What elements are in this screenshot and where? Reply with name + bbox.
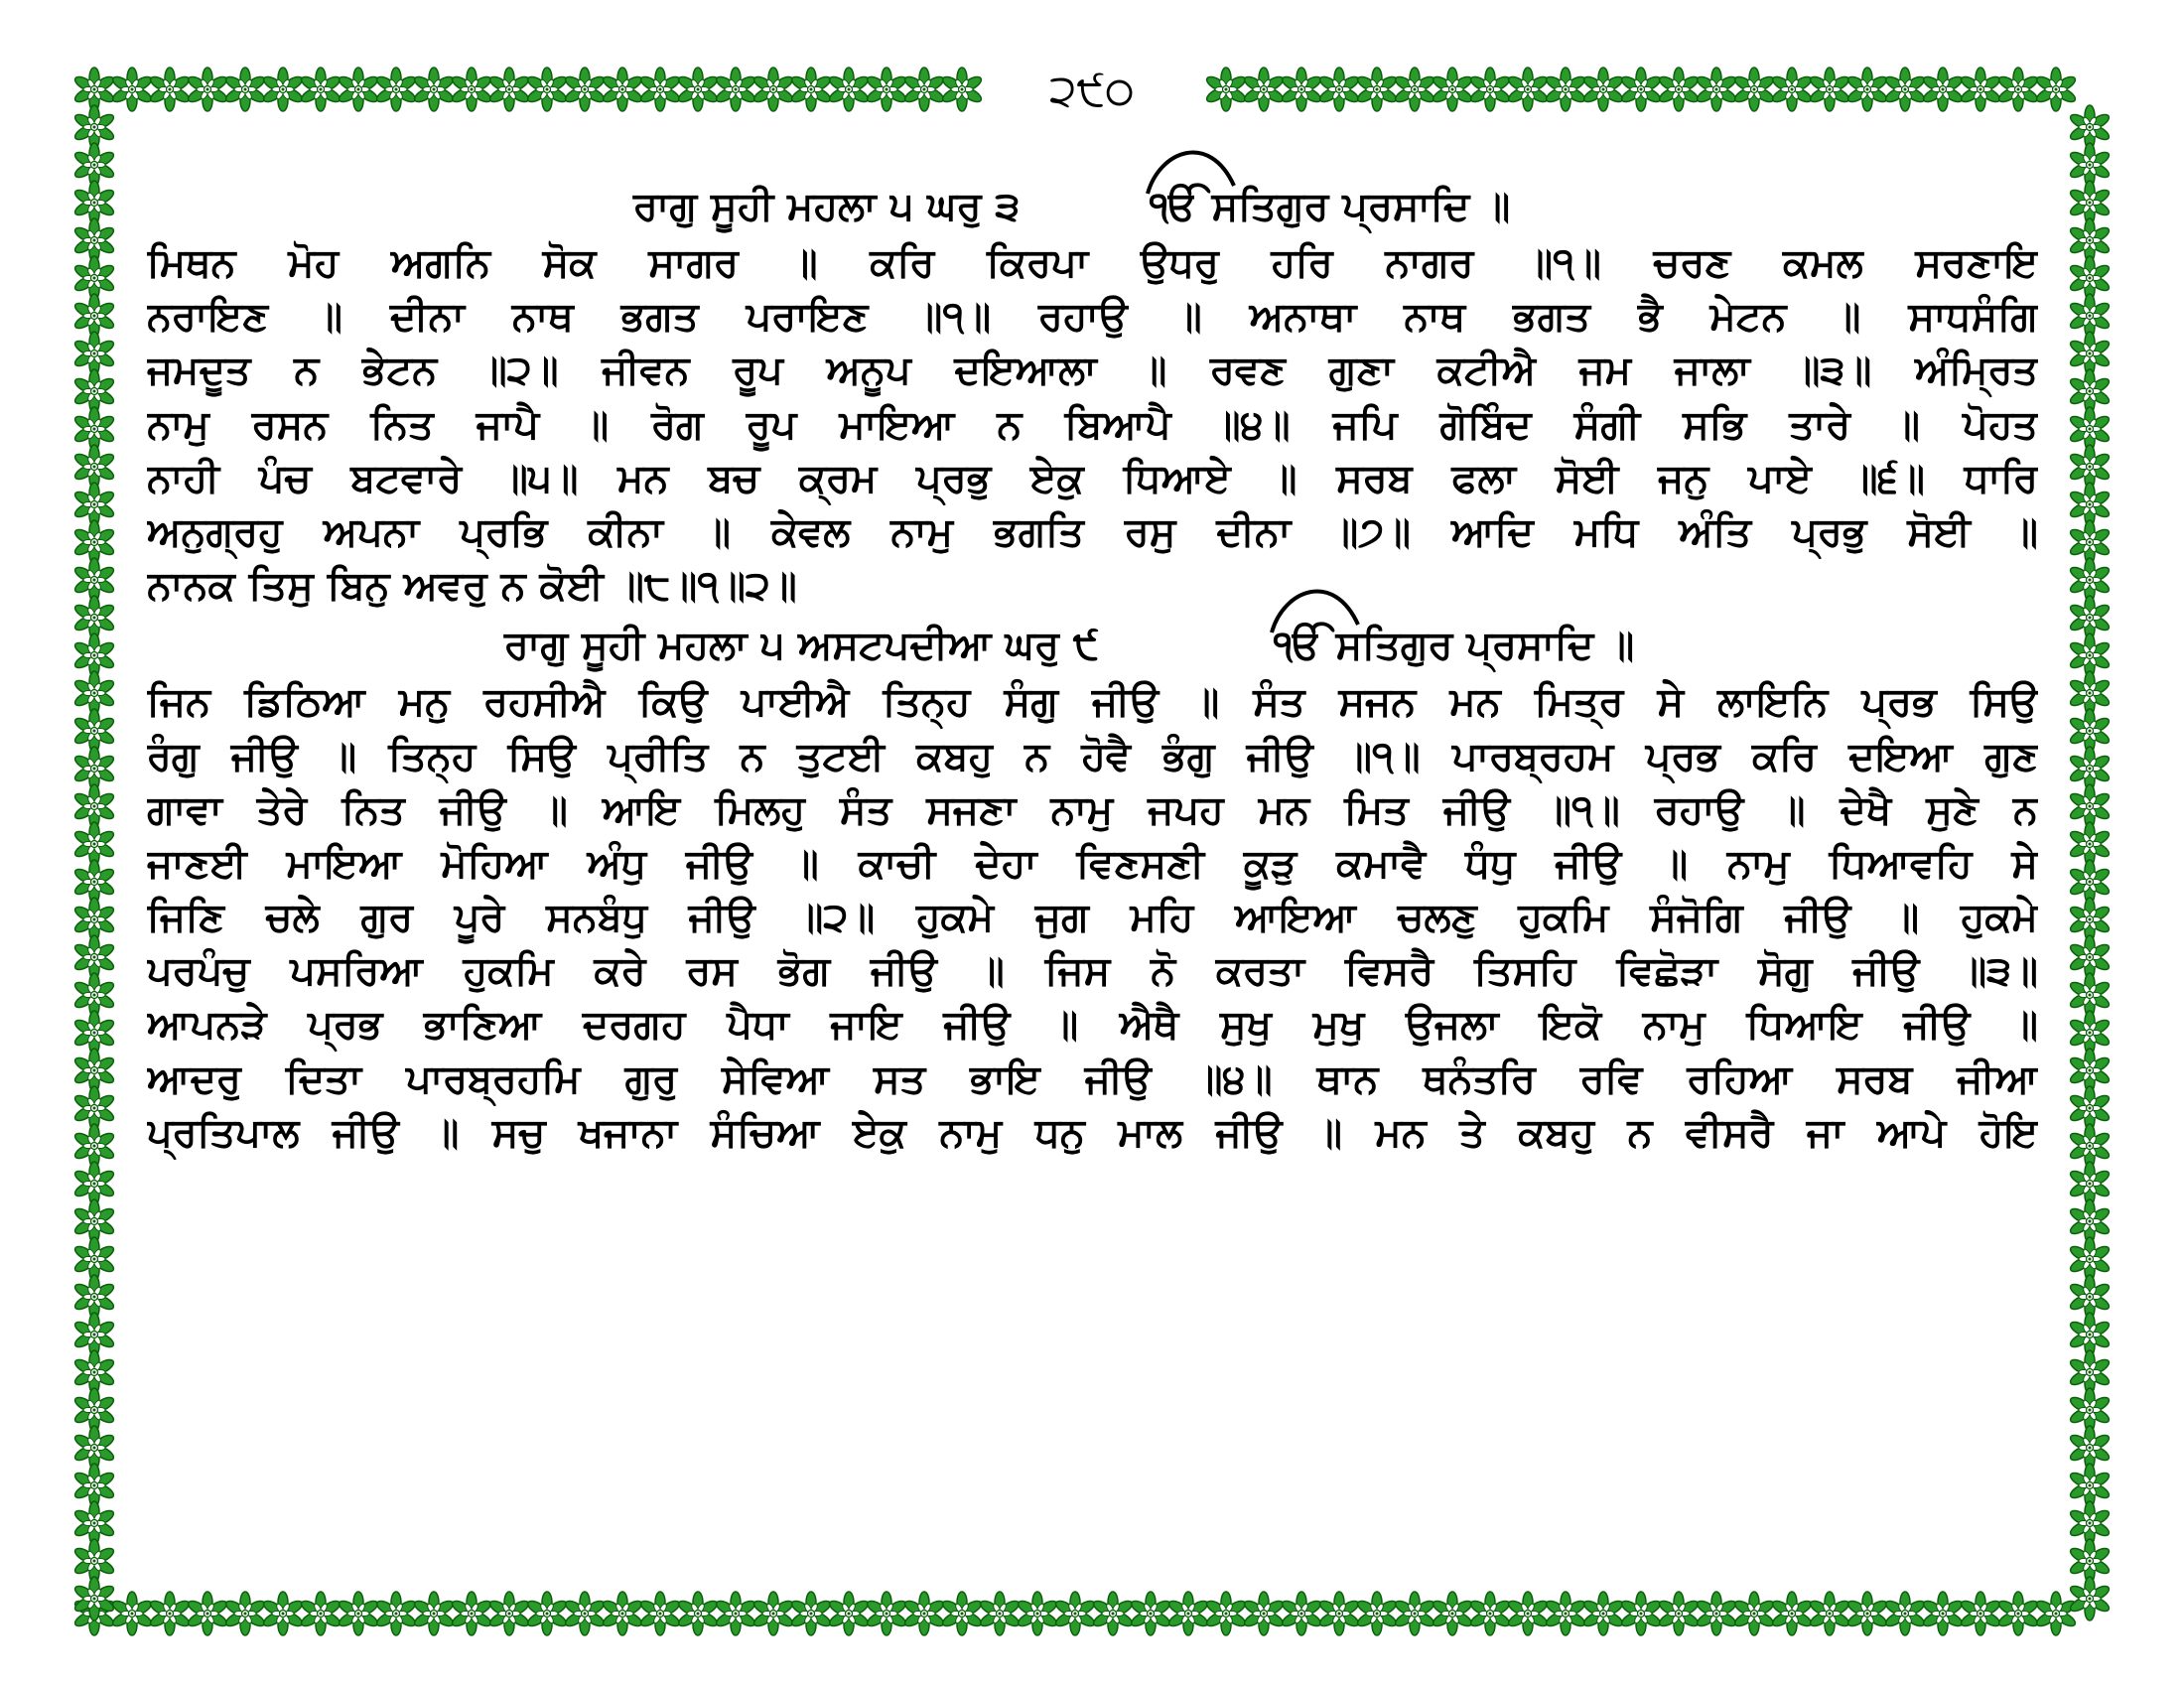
border-flower-icon xyxy=(676,68,719,111)
verse-line: ਮਿਥਨ ਮੋਹ ਅਗਨਿ ਸੋਕ ਸਾਗਰ ॥ ਕਰਿ ਕਿਰਪਾ ਉਧਰੁ ਹਰਿ ਨਾਗਰ ॥੧॥ ਚਰਣ ਕਮਲ ਸਰਣਾਇ xyxy=(147,240,2038,286)
section-heading-1 xyxy=(147,174,2038,233)
page-number: ੨੯੦ xyxy=(993,52,1191,131)
border-flower-icon xyxy=(1431,68,1473,111)
border-flower-icon xyxy=(1732,68,1775,111)
verse-line: ਅਨੁਗ੍ਰਹੁ ਅਪਨਾ ਪ੍ਰਭਿ ਕੀਨਾ ॥ ਕੇਵਲ ਨਾਮੁ ਭਗਤਿ ਰਸੁ ਦੀਨਾ ॥੭॥ ਆਦਿ ਮਧਿ ਅੰਤਿ ਪ੍ਰਭੁ ਸੋਈ ॥ xyxy=(147,508,2038,555)
border-flower-icon xyxy=(299,68,341,111)
verse-line: ਰੰਗੁ ਜੀਉ ॥ ਤਿਨ੍ਹ ਸਿਉ ਪ੍ਰੀਤਿ ਨ ਤੁਟਈ ਕਬਹੁ ਨ ਹੋਵੈ ਭੰਗੁ ਜੀਉ ॥੧॥ ਪਾਰਬ੍ਰਹਮ ਪ੍ਰਭ ਕਰਿ ਦਇਆ ਗੁਣ xyxy=(147,733,2038,779)
border-flower-icon xyxy=(1619,68,1662,111)
border-flower-icon xyxy=(751,1592,794,1635)
border-flower-icon xyxy=(1883,68,1926,111)
border-flower-icon xyxy=(676,1592,719,1635)
border-flower-icon xyxy=(1468,1592,1511,1635)
border-flower-icon xyxy=(1506,68,1549,111)
verse-line: ਗਾਵਾ ਤੇਰੇ ਨਿਤ ਜੀਉ ॥ ਆਇ ਮਿਲਹੁ ਸੰਤ ਸਜਣਾ ਨਾਮੁ ਜਪਹ ਮਨ ਮਿਤ ਜੀਉ ॥੧॥ ਰਹਾਉ ॥ ਦੇਖੈ ਸੁਣੇ ਨ xyxy=(147,786,2038,833)
border-flower-icon xyxy=(1883,1592,1926,1635)
border-flower-icon xyxy=(1695,1592,1737,1635)
border-flower-icon xyxy=(487,1592,530,1635)
border-flower-icon xyxy=(1317,68,1360,111)
border-flower-icon xyxy=(1544,68,1586,111)
border-flower-icon xyxy=(299,1592,341,1635)
verse-line: ਨਾਮੁ ਰਸਨ ਨਿਤ ਜਾਪੈ ॥ ਰੋਗ ਰੂਪ ਮਾਇਆ ਨ ਬਿਆਪੈ ॥੪॥ ਜਪਿ ਗੋਬਿੰਦ ਸੰਗੀ ਸਭਿ ਤਾਰੇ ॥ ਪੋਹਤ xyxy=(147,401,2038,448)
border-flower-icon xyxy=(1355,1592,1398,1635)
verse-block-2 xyxy=(147,675,2038,1160)
border-flower-icon xyxy=(1996,68,2039,111)
border-flower-icon xyxy=(1317,1592,1360,1635)
border-flower-icon xyxy=(1921,68,1964,111)
ikonkar-text: ੴ ਸਤਿਗੁਰ ਪ੍ਰਸਾਦਿ ॥ xyxy=(1274,623,1635,669)
border-flower-icon xyxy=(714,1592,756,1635)
border-flower-icon xyxy=(789,68,832,111)
border-flower-icon xyxy=(940,68,983,111)
border-flower-icon xyxy=(223,1592,266,1635)
border-flower-icon xyxy=(601,68,643,111)
verse-line: ਪਰਪੰਚੁ ਪਸਰਿਆ ਹੁਕਮਿ ਕਰੇ ਰਸ ਭੋਗ ਜੀਉ ॥ ਜਿਸ ਨੋ ਕਰਤਾ ਵਿਸਰੈ ਤਿਸਹਿ ਵਿਛੋੜਾ ਸੋਗੁ ਜੀਉ ॥੩॥ xyxy=(147,948,2038,995)
border-flower-icon xyxy=(374,1592,417,1635)
border-flower-icon xyxy=(1393,68,1435,111)
verse-line: ਜਮਦੂਤ ਨ ਭੇਟਨ ॥੨॥ ਜੀਵਨ ਰੂਪ ਅਨੂਪ ਦਇਆਲਾ ॥ ਰਵਣ ਗੁਣਾ ਕਟੀਐ ਜਮ ਜਾਲਾ ॥੩॥ ਅੰਮ੍ਰਿਤ xyxy=(147,348,2038,394)
border-flower-icon xyxy=(1204,68,1247,111)
border-flower-icon xyxy=(1845,1592,1888,1635)
border-flower-icon xyxy=(1431,1592,1473,1635)
border-flower-icon xyxy=(223,68,266,111)
verse-line: ਜਾਣਈ ਮਾਇਆ ਮੋਹਿਆ ਅੰਧੁ ਜੀਉ ॥ ਕਾਚੀ ਦੇਹਾ ਵਿਣਸਣੀ ਕੂੜੁ ਕਮਾਵੈ ਧੰਧੁ ਜੀਉ ॥ ਨਾਮੁ ਧਿਆਵਹਿ ਸੇ xyxy=(147,840,2038,887)
border-flower-icon xyxy=(1808,1592,1850,1635)
border-flower-icon xyxy=(1808,68,1850,111)
border-flower-icon xyxy=(827,1592,870,1635)
border-flower-icon xyxy=(1770,1592,1813,1635)
verse-line: ਨਾਨਕ ਤਿਸੁ ਬਿਨੁ ਅਵਰੁ ਨ ਕੋਈ ॥੮॥੧॥੨॥ xyxy=(147,563,797,610)
border-flower-icon xyxy=(751,68,794,111)
border-flower-icon xyxy=(1280,68,1322,111)
border-flower-icon xyxy=(1770,68,1813,111)
border-flower-icon xyxy=(337,1592,379,1635)
verse-line: ਜਿਣਿ ਚਲੇ ਗੁਰ ਪੂਰੇ ਸਨਬੰਧੁ ਜੀਉ ॥੨॥ ਹੁਕਮੇ ਜੁਗ ਮਹਿ ਆਇਆ ਚਲਣੁ ਹੁਕਮਿ ਸੰਜੋਗਿ ਜੀਉ ॥ ਹੁਕਮੇ xyxy=(147,895,2038,941)
border-flower-icon xyxy=(487,68,530,111)
border-flower-icon xyxy=(1280,1592,1322,1635)
verse-line: ਪ੍ਰਤਿਪਾਲ ਜੀਉ ॥ ਸਚੁ ਖਜਾਨਾ ਸੰਚਿਆ ਏਕੁ ਨਾਮੁ ਧਨੁ ਮਾਲ ਜੀਉ ॥ ਮਨ ਤੇ ਕਬਹੁ ਨ ਵੀਸਰੈ ਜਾ ਆਪੇ ਹੋਇ xyxy=(147,1109,2038,1156)
border-flower-icon xyxy=(337,68,379,111)
border-flower-icon xyxy=(1166,1592,1209,1635)
border-flower-icon xyxy=(110,1592,153,1635)
border-flower-icon xyxy=(186,68,228,111)
border-flower-icon xyxy=(450,68,492,111)
ikonkar-text: ੴ ਸਤਿਗੁਰ ਪ੍ਰਸਾਦਿ ॥ xyxy=(1150,184,1511,229)
verse-block-1 xyxy=(147,236,2038,613)
border-flower-icon xyxy=(1845,68,1888,111)
border-flower-icon xyxy=(638,1592,681,1635)
border-flower-icon xyxy=(1053,1592,1096,1635)
border-flower-icon xyxy=(261,1592,304,1635)
border-flower-icon xyxy=(1355,68,1398,111)
border-flower-icon xyxy=(2034,1592,2077,1635)
border-flower-icon xyxy=(148,1592,191,1635)
raag-heading: ਰਾਗੁ ਸੂਹੀ ਮਹਲਾ ੫ ਘਰੁ ੩ xyxy=(633,184,1021,229)
border-flower-icon xyxy=(525,1592,568,1635)
border-flower-icon xyxy=(1016,1592,1058,1635)
verse-line: ਜਿਨ ਡਿਠਿਆ ਮਨੁ ਰਹਸੀਐ ਕਿਉ ਪਾਈਐ ਤਿਨ੍ਹ ਸੰਗੁ ਜੀਉ ॥ ਸੰਤ ਸਜਨ ਮਨ ਮਿਤ੍ਰ ਸੇ ਲਾਇਨਿ ਪ੍ਰਭ ਸਿਉ xyxy=(147,679,2038,726)
border-flower-icon xyxy=(1506,1592,1549,1635)
section-heading-2 xyxy=(147,613,2038,672)
border-flower-icon xyxy=(1091,1592,1134,1635)
verse-line: ਨਾਹੀ ਪੰਚ ਬਟਵਾਰੇ ॥੫॥ ਮਨ ਬਚ ਕ੍ਰਮ ਪ੍ਰਭੁ ਏਕੁ ਧਿਆਏ ॥ ਸਰਬ ਫਲਾ ਸੋਈ ਜਨੁ ਪਾਏ ॥੬॥ ਧਾਰਿ xyxy=(147,455,2038,501)
border-flower-icon xyxy=(1695,68,1737,111)
border-flower-icon xyxy=(1242,68,1285,111)
border-flower-icon xyxy=(865,1592,907,1635)
border-flower-icon xyxy=(1619,1592,1662,1635)
border-flower-icon xyxy=(1996,1592,2039,1635)
border-flower-icon xyxy=(601,1592,643,1635)
verse-line: ਆਦਰੁ ਦਿਤਾ ਪਾਰਬ੍ਰਹਮਿ ਗੁਰੁ ਸੇਵਿਆ ਸਤ ਭਾਇ ਜੀਉ ॥੪॥ ਥਾਨ ਥਨੰਤਰਿ ਰਵਿ ਰਹਿਆ ਸਰਬ ਜੀਆ xyxy=(147,1055,2038,1102)
border-flower-icon xyxy=(1129,1592,1171,1635)
border-flower-icon xyxy=(374,68,417,111)
border-flower-icon xyxy=(1581,68,1624,111)
border-flower-icon xyxy=(827,68,870,111)
ikonkar-invocation xyxy=(1150,184,1510,229)
border-flower-icon xyxy=(1242,1592,1285,1635)
border-flower-icon xyxy=(1544,1592,1586,1635)
border-flower-icon xyxy=(186,1592,228,1635)
border-flower-icon xyxy=(2068,1577,2111,1620)
border-flower-icon xyxy=(1959,68,2001,111)
border-flower-icon xyxy=(412,1592,455,1635)
border-flower-icon xyxy=(2034,68,2077,111)
border-flower-icon xyxy=(1468,68,1511,111)
border-flower-icon xyxy=(1959,1592,2001,1635)
verse-line: ਆਪਨੜੇ ਪ੍ਰਭ ਭਾਣਿਆ ਦਰਗਹ ਪੈਧਾ ਜਾਇ ਜੀਉ ॥ ਐਥੈ ਸੁਖੁ ਮੁਖੁ ਉਜਲਾ ਇਕੋ ਨਾਮੁ ਧਿਆਇ ਜੀਉ ॥ xyxy=(147,1002,2038,1049)
border-flower-icon xyxy=(902,1592,945,1635)
border-flower-icon xyxy=(563,68,606,111)
border-flower-icon xyxy=(110,68,153,111)
border-flower-icon xyxy=(789,1592,832,1635)
verse-line: ਨਰਾਇਣ ॥ ਦੀਨਾ ਨਾਥ ਭਗਤ ਪਰਾਇਣ ॥੧॥ ਰਹਾਉ ॥ ਅਨਾਥਾ ਨਾਥ ਭਗਤ ਭੈ ਮੇਟਨ ॥ ਸਾਧਸੰਗਿ xyxy=(147,294,2038,341)
border-flower-icon xyxy=(978,1592,1021,1635)
border-flower-icon xyxy=(902,68,945,111)
border-flower-icon xyxy=(412,68,455,111)
border-flower-icon xyxy=(865,68,907,111)
border-flower-icon xyxy=(1657,1592,1700,1635)
border-flower-icon xyxy=(72,1577,115,1620)
border-flower-icon xyxy=(940,1592,983,1635)
border-flower-icon xyxy=(261,68,304,111)
border-flower-icon xyxy=(1657,68,1700,111)
scripture-text xyxy=(147,174,2038,1524)
border-flower-icon xyxy=(1581,1592,1624,1635)
border-flower-icon xyxy=(563,1592,606,1635)
border-flower-icon xyxy=(1921,1592,1964,1635)
border-flower-icon xyxy=(1393,1592,1435,1635)
border-flower-icon xyxy=(525,68,568,111)
ikonkar-arc-icon xyxy=(1264,575,1373,634)
border-flower-icon xyxy=(1732,1592,1775,1635)
ikonkar-arc-icon xyxy=(1140,136,1249,196)
border-flower-icon xyxy=(638,68,681,111)
border-flower-icon xyxy=(1204,1592,1247,1635)
border-flower-icon xyxy=(450,1592,492,1635)
border-flower-icon xyxy=(148,68,191,111)
border-flower-icon xyxy=(714,68,756,111)
ikonkar-invocation xyxy=(1274,623,1634,668)
raag-heading: ਰਾਗੁ ਸੂਹੀ ਮਹਲਾ ੫ ਅਸਟਪਦੀਆ ਘਰੁ ੯ xyxy=(504,623,1100,669)
